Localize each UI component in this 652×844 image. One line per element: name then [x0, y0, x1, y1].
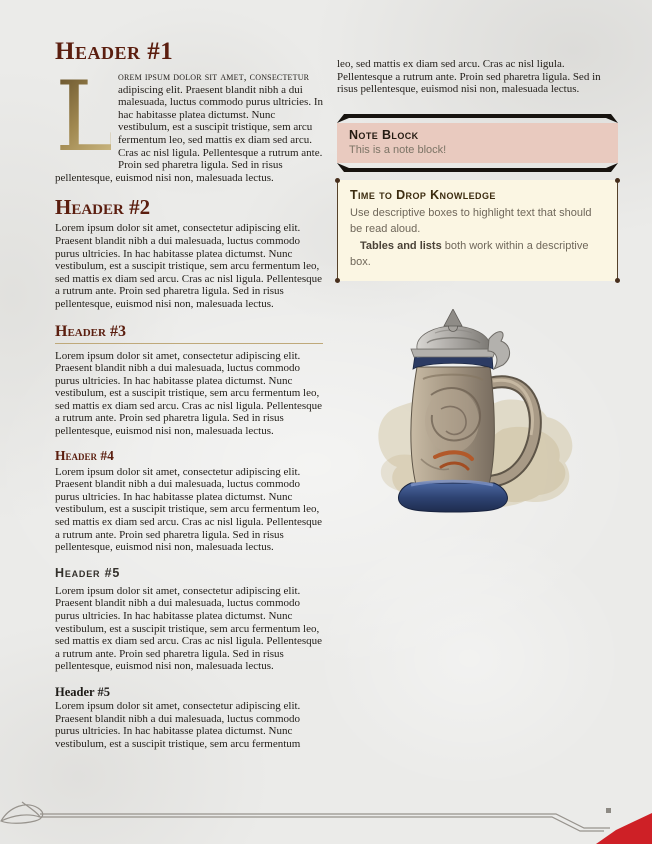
descriptive-box-line1: Use descriptive boxes to highlight text that should be read aloud.: [350, 206, 592, 236]
heading-3-underlined: Header #3: [55, 323, 323, 344]
continuation-paragraph: leo, sed mattis ex diam sed arcu. Cras ac nisl ligula. Pellentesque a rutrum ante. Proin sed pharetra ligula. Sed in risus pellentesque, euismod nisi non, malesuada lectus.: [337, 58, 601, 96]
footer-rule: [40, 814, 610, 828]
drop-cap-letter: L: [55, 61, 119, 173]
intro-paragraph: [55, 61, 323, 184]
beer-stein-image: [353, 309, 588, 517]
intro-rest: adipiscing elit. Praesent blandit nibh a dui malesuada, luctus commodo purus ultricies. In hac habitasse platea dictumst. Nunc vestibulum, est a suscipit tristique, sem arcu fermentum leo, sed mattis ex diam sed arcu. Cras ac nisl ligula. Pellentesque a rutrum ante. Proin sed pharetra ligula. Sed in risus pellentesque, euismod nisi non, malesuada lectus.: [55, 83, 323, 184]
corner-dot: [615, 178, 620, 183]
note-block-body: [337, 123, 618, 163]
heading-1: Header #1: [55, 38, 174, 65]
footer-ornament: [0, 800, 652, 844]
note-block-text: This is a note block!: [349, 143, 447, 156]
left-column: [55, 38, 323, 750]
right-column: [337, 58, 618, 522]
descriptive-box: [337, 180, 618, 281]
descriptive-box-line2: [350, 238, 605, 271]
intro-lead-smallcaps: orem ipsum dolor sit amet, consectetur: [118, 71, 310, 83]
body-paragraph: Lorem ipsum dolor sit amet, consectetur adipiscing elit. Praesent blandit nibh a dui malesuada, luctus commodo purus ultricies. In hac habitasse platea dictumst. Nunc vestibulum, est a suscipit tristique, sem arcu fermentum leo, sed mattis ex diam sed arcu. Cras ac nisl ligula. Pellentesque a rutrum ante. Proin sed pharetra ligula. Sed in risus pellentesque, euismod nisi non, malesuada lectus.: [55, 465, 322, 554]
descriptive-box-title: Time to Drop Knowledge: [350, 187, 496, 202]
heading-4: Header #4: [55, 447, 114, 463]
corner-dot: [335, 178, 340, 183]
footer-rule: [40, 817, 604, 831]
note-block-title: Note Block: [349, 127, 419, 142]
body-paragraph: Lorem ipsum dolor sit amet, consectetur adipiscing elit. Praesent blandit nibh a dui malesuada, luctus commodo purus ultricies. In hac habitasse platea dictumst. Nunc vestibulum, est a suscipit tristique, sem arcu fermentum leo, sed mattis ex diam sed arcu. Cras ac nisl ligula. Pellentesque a rutrum ante. Proin sed pharetra ligula. Sed in risus pellentesque, euismod nisi non, malesuada lectus.: [55, 222, 322, 310]
heading-2: Header #2: [55, 195, 151, 220]
body-paragraph: Lorem ipsum dolor sit amet, consectetur adipiscing elit. Praesent blandit nibh a dui malesuada, luctus commodo purus ultricies. In hac habitasse platea dictumst. Nunc vestibulum, est a suscipit tristique, sem arcu fermentum leo, sed mattis ex diam sed arcu. Cras ac nisl ligula. Pellentesque a rutrum ante. Proin sed pharetra ligula. Sed in risus pellentesque, euismod nisi non, malesuada lectus.: [55, 349, 322, 438]
note-block: [337, 114, 618, 172]
note-banner-bottom: [337, 163, 618, 172]
corner-dot: [615, 278, 620, 283]
body-paragraph-truncated: Lorem ipsum dolor sit amet, consectetur adipiscing elit. Praesent blandit nibh a dui malesuada, luctus commodo purus ultricies. In hac habitasse platea dictumst. Nunc vestibulum, est a suscipit tristique, sem arcu fermentum: [55, 699, 301, 750]
leaf-flourish-icon: [1, 802, 43, 823]
descriptive-line2-rest: both work within a descriptive box.: [350, 239, 589, 269]
body-paragraph: Lorem ipsum dolor sit amet, consectetur adipiscing elit. Praesent blandit nibh a dui malesuada, luctus commodo purus ultricies. In hac habitasse platea dictumst. Nunc vestibulum, est a suscipit tristique, sem arcu fermentum leo, sed mattis ex diam sed arcu. Cras ac nisl ligula. Pellentesque a rutrum ante. Proin sed pharetra ligula. Sed in risus pellentesque, euismod nisi non, malesuada lectus.: [55, 584, 322, 673]
descriptive-bold-lead: Tables and lists: [360, 239, 442, 252]
heading-5-caps: Header #5: [55, 565, 121, 580]
rule-square-marker: [606, 808, 611, 813]
stein-illustration: [353, 309, 588, 522]
heading-5-bold: Header #5: [55, 684, 110, 699]
note-banner-top: [337, 114, 618, 123]
corner-dot: [335, 278, 340, 283]
